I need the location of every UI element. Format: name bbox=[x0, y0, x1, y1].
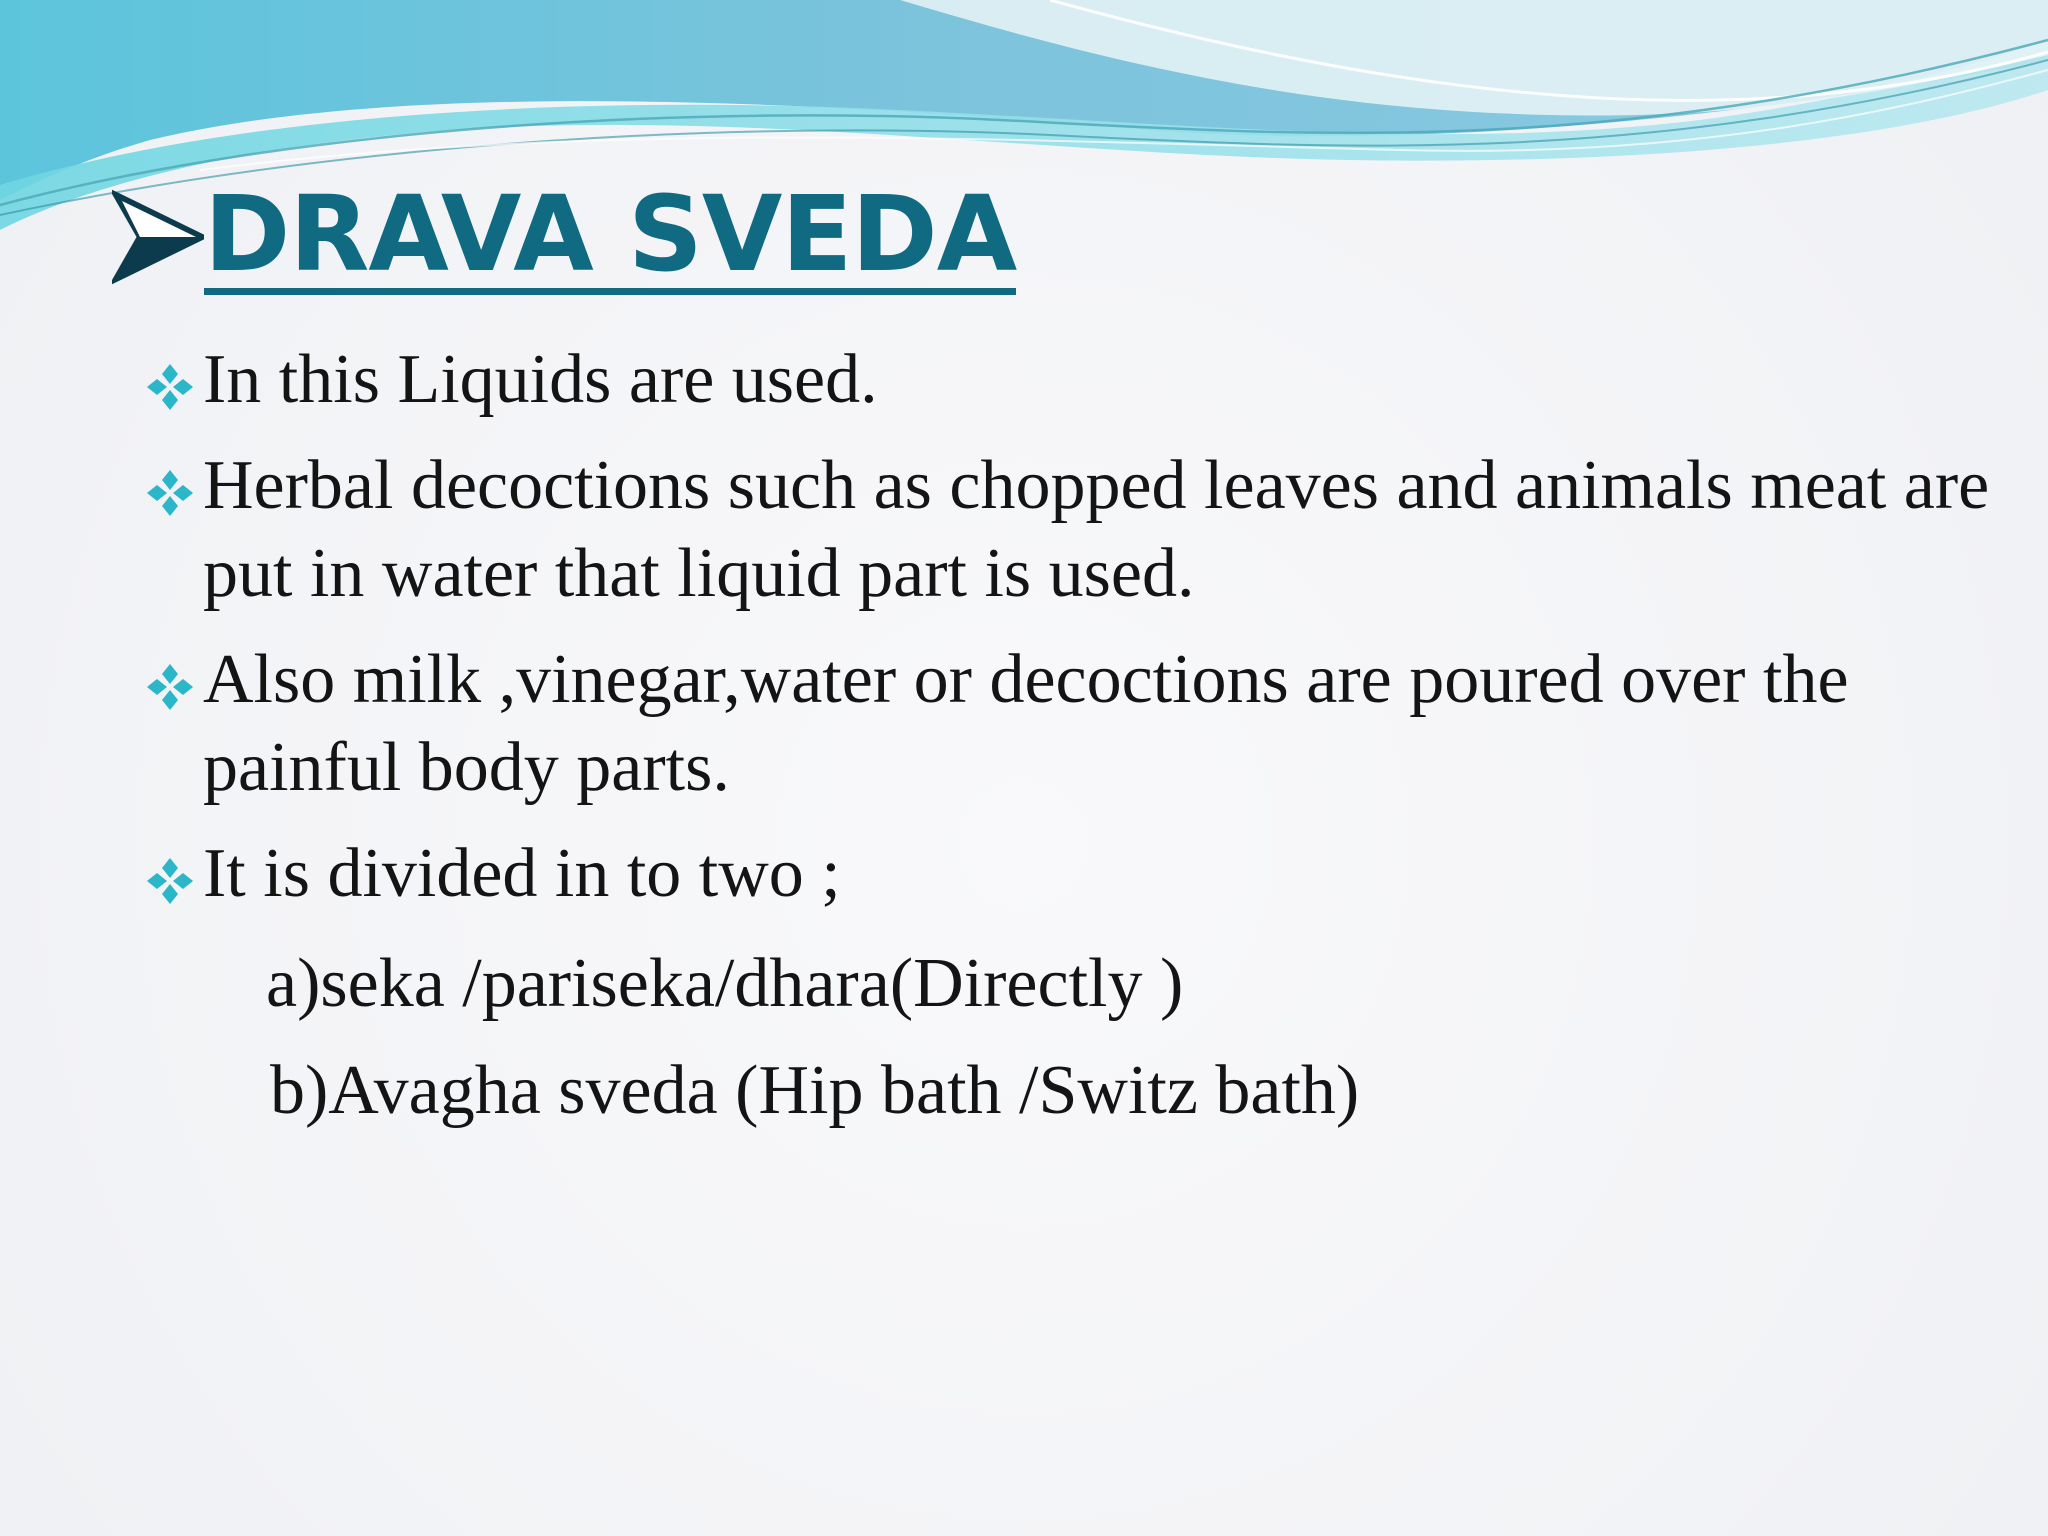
four-diamond-icon bbox=[145, 468, 195, 518]
bullet-item bbox=[145, 336, 2005, 424]
sub-item-a: a)seka /pariseka/dhara(Directly ) bbox=[266, 945, 1184, 1022]
slide-title: DRAVA SVEDA bbox=[204, 172, 1017, 295]
bullet-text: Also milk ,vinegar,water or decoctions are poured over the painful body parts. bbox=[203, 641, 1849, 806]
bullet-text: In this Liquids are used. bbox=[203, 341, 878, 418]
four-diamond-icon bbox=[145, 362, 195, 412]
four-diamond-icon bbox=[145, 662, 195, 712]
arrowhead-icon bbox=[112, 187, 204, 287]
four-diamond-icon bbox=[145, 856, 195, 906]
bullet-item bbox=[145, 442, 2005, 618]
bullet-text: Herbal decoctions such as chopped leaves and animals meat are put in water that liquid part is used. bbox=[203, 447, 1990, 612]
title-row bbox=[112, 172, 1016, 302]
bullet-item bbox=[145, 636, 2005, 812]
bullet-item bbox=[145, 830, 2005, 918]
bullet-text: It is divided in to two ; bbox=[203, 835, 841, 912]
sub-item-b: b)Avagha sveda (Hip bath /Switz bath) bbox=[270, 1052, 1360, 1129]
bullet-list bbox=[145, 336, 2005, 936]
